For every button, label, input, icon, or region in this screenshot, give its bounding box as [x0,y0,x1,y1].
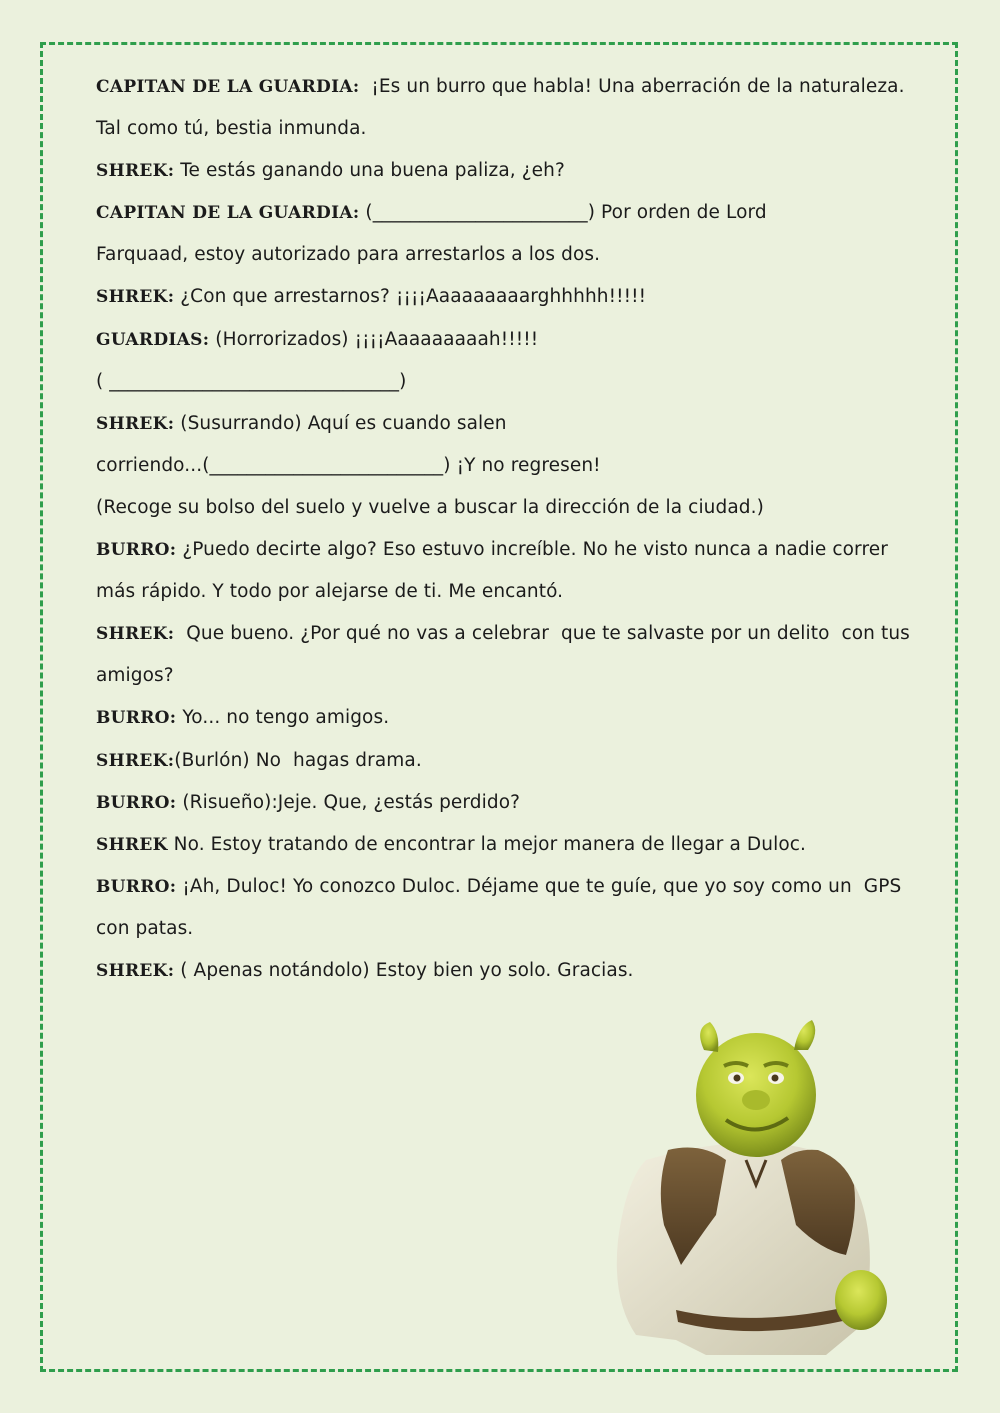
speaker-name: SHREK: [96,161,175,182]
dialogue-text: Farquaad, estoy autorizado para arrestarlos a los dos. [96,244,601,266]
dialogue-text: Que bueno. ¿Por qué no vas a celebrar que te salvaste por un delito con tus [174,623,910,645]
dialogue-line [96,529,936,571]
speaker-name: SHREK: [96,750,175,771]
dialogue-line [96,319,936,361]
dialogue-text: ¡Ah, Duloc! Yo conozco Duloc. Déjame que te guíe, que yo soy como un GPS [176,875,902,897]
dialogue-line [96,613,936,655]
speaker-name: CAPITAN DE LA GUARDIA: [96,77,360,97]
speaker-name: SHREK [96,834,168,855]
dialogue-line [96,740,936,782]
speaker-name: SHREK: [96,287,175,308]
dialogue-line [96,908,936,950]
dialogue-line [96,782,936,824]
speaker-name: BURRO: [96,792,177,813]
stage-direction: (Recoge su bolso del suelo y vuelve a buscar la dirección de la ciudad.) [96,496,764,518]
dialogue-line [96,866,936,908]
dialogue-text: (Risueño):Jeje. Que, ¿estás perdido? [176,791,521,813]
dialogue-text: (Susurrando) Aquí es cuando salen [174,412,507,434]
dialogue-text: ¿Puedo decirte algo? Eso estuvo increíble. No he visto nunca a nadie correr [176,539,888,561]
dialogue-line [96,655,936,697]
dialogue-text: (Burlón) No hagas drama. [174,749,422,771]
speaker-name: SHREK: [96,413,175,434]
dialogue-line [96,487,936,529]
dialogue-line [96,361,936,403]
speaker-name: BURRO: [96,540,177,561]
dialogue-text: ¡Es un burro que habla! Una aberración de la naturaleza. [359,76,905,97]
dialogue-text: ¿Con que arrestarnos? ¡¡¡¡Aaaaaaaaarghhhhh!!!!! [174,286,647,308]
speaker-name: GUARDIAS: [96,329,210,350]
dialogue-script [96,66,936,992]
dialogue-text: Te estás ganando una buena paliza, ¿eh? [174,160,565,182]
dialogue-text: No. Estoy tratando de encontrar la mejor manera de llegar a Duloc. [167,833,806,855]
speaker-name: BURRO: [96,876,177,897]
dialogue-line [96,403,936,445]
dialogue-line [96,108,936,150]
dialogue-line [96,234,936,276]
dialogue-text-with-blank: (_______________________) Por orden de Lord [359,202,767,224]
fill-in-blank: ( _______________________________) [96,370,407,392]
dialogue-text: ( Apenas notándolo) Estoy bien yo solo. Gracias. [174,959,634,981]
dialogue-text: Tal como tú, bestia inmunda. [96,118,367,140]
dialogue-text: Yo... no tengo amigos. [176,707,390,729]
speaker-name: SHREK: [96,960,175,981]
dialogue-line [96,276,936,318]
dialogue-line [96,150,936,192]
ogre-character-icon [606,1010,896,1360]
dialogue-text-with-blank: corriendo...(_________________________) ¡Y no regresen! [96,454,601,476]
dialogue-text: (Horrorizados) ¡¡¡¡Aaaaaaaaah!!!!! [209,328,539,350]
dialogue-line [96,950,936,992]
dialogue-line [96,571,936,613]
dialogue-line [96,66,936,108]
dialogue-line [96,445,936,487]
speaker-name: BURRO: [96,708,177,729]
dialogue-line [96,192,936,234]
dialogue-text: con patas. [96,917,194,939]
speaker-name: SHREK: [96,624,175,645]
dialogue-line [96,697,936,739]
speaker-name: CAPITAN DE LA GUARDIA: [96,203,360,224]
dialogue-line [96,824,936,866]
dialogue-text: amigos? [96,665,174,687]
dialogue-text: más rápido. Y todo por alejarse de ti. Me encantó. [96,581,564,603]
